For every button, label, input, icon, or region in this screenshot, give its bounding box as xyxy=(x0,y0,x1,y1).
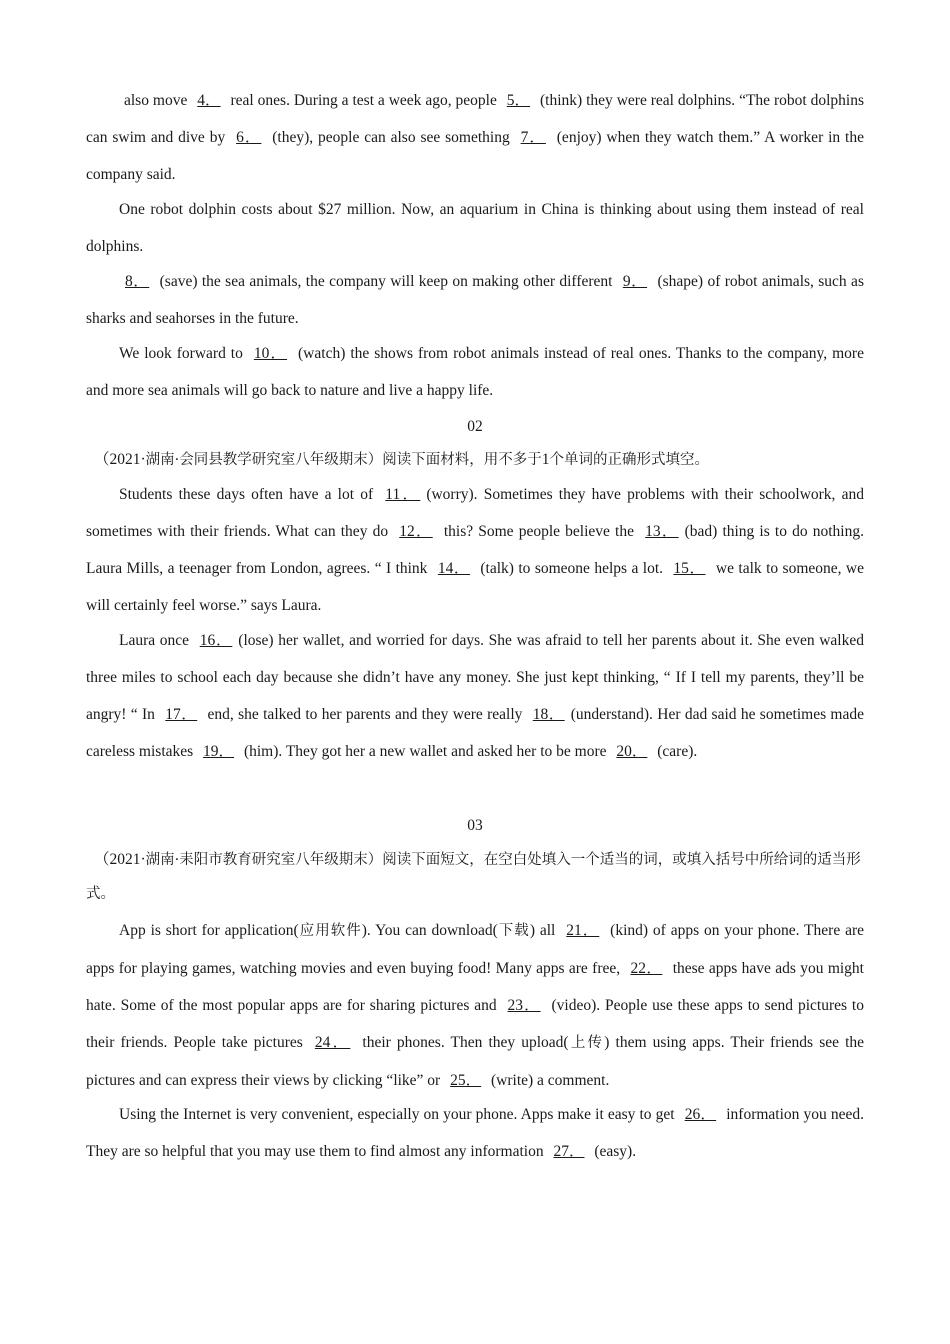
paragraph-apps: App is short for application(应用软件). You can download(下载) all 21． (kind) of apps on your phone. There are apps for playing games, watching movies and even buying food! Many apps are free, 22． these apps have ads you might hate. Some of the most popular apps are for sharing pictures and 23． (video). People use these apps to send pictures to their friends. People take pictures 24． their phones. Then they upload(上传) them using apps. Their friends see the pictures and can express their views by clicking “like” or 25． (write) a comment. xyxy=(86,922,865,1089)
blank-10[interactable]: 10． xyxy=(253,345,288,362)
blank-23[interactable]: 23． xyxy=(507,997,541,1014)
paragraph-robot-cost: One robot dolphin costs about $27 million. Now, an aquarium in China is thinking about using them instead of real dolphins. xyxy=(86,201,864,255)
section-02-source: （2021·湖南·会同县教学研究室八年级期末）阅读下面材料，用不多于1个单词的正确形式填空。 xyxy=(94,451,710,468)
blank-14[interactable]: 14． xyxy=(437,560,470,577)
blank-19[interactable]: 19． xyxy=(203,743,235,760)
blank-13[interactable]: 13． xyxy=(645,523,679,540)
section-03-source: （2021·湖南·耒阳市教育研究室八年级期末）阅读下面短文，在空白处填入一个适当的词，或填入括号中所给词的适当形式。 xyxy=(86,851,861,902)
blank-5[interactable]: 5． xyxy=(506,92,531,109)
paragraph-robot-save: 8． (save) the sea animals, the company will keep on making other different 9． (shape) of robot animals, such as sharks and seahorses in the future. xyxy=(86,273,864,327)
blank-8[interactable]: 8． xyxy=(125,273,150,290)
blank-6[interactable]: 6． xyxy=(236,129,262,146)
blank-25[interactable]: 25． xyxy=(450,1072,482,1089)
blank-17[interactable]: 17． xyxy=(165,706,198,723)
blank-22[interactable]: 22． xyxy=(630,960,663,977)
paragraph-robot-intro: also move 4． real ones. During a test a week ago, people 5． (think) they were real dolphins. “The robot dolphins can swim and dive by 6． (they), people can also see something 7． (enjoy) when they watch them.” A worker in the company said. xyxy=(86,92,865,183)
paragraph-laura-wallet: Laura once 16． (lose) her wallet, and worried for days. She was afraid to tell her parents about it. She even walked three miles to school each day because she didn’t have any money. She just kept thinking, “ If I tell my parents, they’ll be angry! “ In 17． end, she talked to her parents and they were really 18． (understand). Her dad said he sometimes made careless mistakes 19． (him). They got her a new wallet and asked her to be more 20． (care). xyxy=(86,632,865,760)
blank-16[interactable]: 16． xyxy=(199,632,233,649)
blank-18[interactable]: 18． xyxy=(532,706,565,723)
blank-27[interactable]: 27． xyxy=(553,1143,585,1160)
blank-12[interactable]: 12． xyxy=(399,523,433,540)
blank-15[interactable]: 15． xyxy=(673,560,706,577)
blank-7[interactable]: 7． xyxy=(520,129,546,146)
blank-20[interactable]: 20． xyxy=(616,743,648,760)
blank-24[interactable]: 24． xyxy=(314,1034,351,1051)
blank-26[interactable]: 26． xyxy=(684,1106,717,1123)
section-number-02: 02 xyxy=(467,418,483,435)
blank-9[interactable]: 9． xyxy=(622,273,648,290)
paragraph-robot-lookforward: We look forward to 10． (watch) the shows from robot animals instead of real ones. Thanks to the company, more and more sea animals will go back to nature and live a happy life. xyxy=(86,345,864,399)
blank-21[interactable]: 21． xyxy=(566,922,600,939)
section-number-03: 03 xyxy=(467,817,483,834)
paragraph-internet: Using the Internet is very convenient, especially on your phone. Apps make it easy to get 26． information you need. They are so helpful that you may use them to find almost any information 27． (easy). xyxy=(86,1106,864,1160)
paragraph-students-worry: Students these days often have a lot of 11． (worry). Sometimes they have problems with their schoolwork, and sometimes with their friends. What can they do 12． this? Some people believe the 13． (bad) thing is to do nothing. Laura Mills, a teenager from London, agrees. “ I think 14． (talk) to someone helps a lot. 15． we talk to someone, we will certainly feel worse.” says Laura. xyxy=(86,486,865,614)
blank-11[interactable]: 11． xyxy=(385,486,421,503)
blank-4[interactable]: 4． xyxy=(197,92,221,109)
